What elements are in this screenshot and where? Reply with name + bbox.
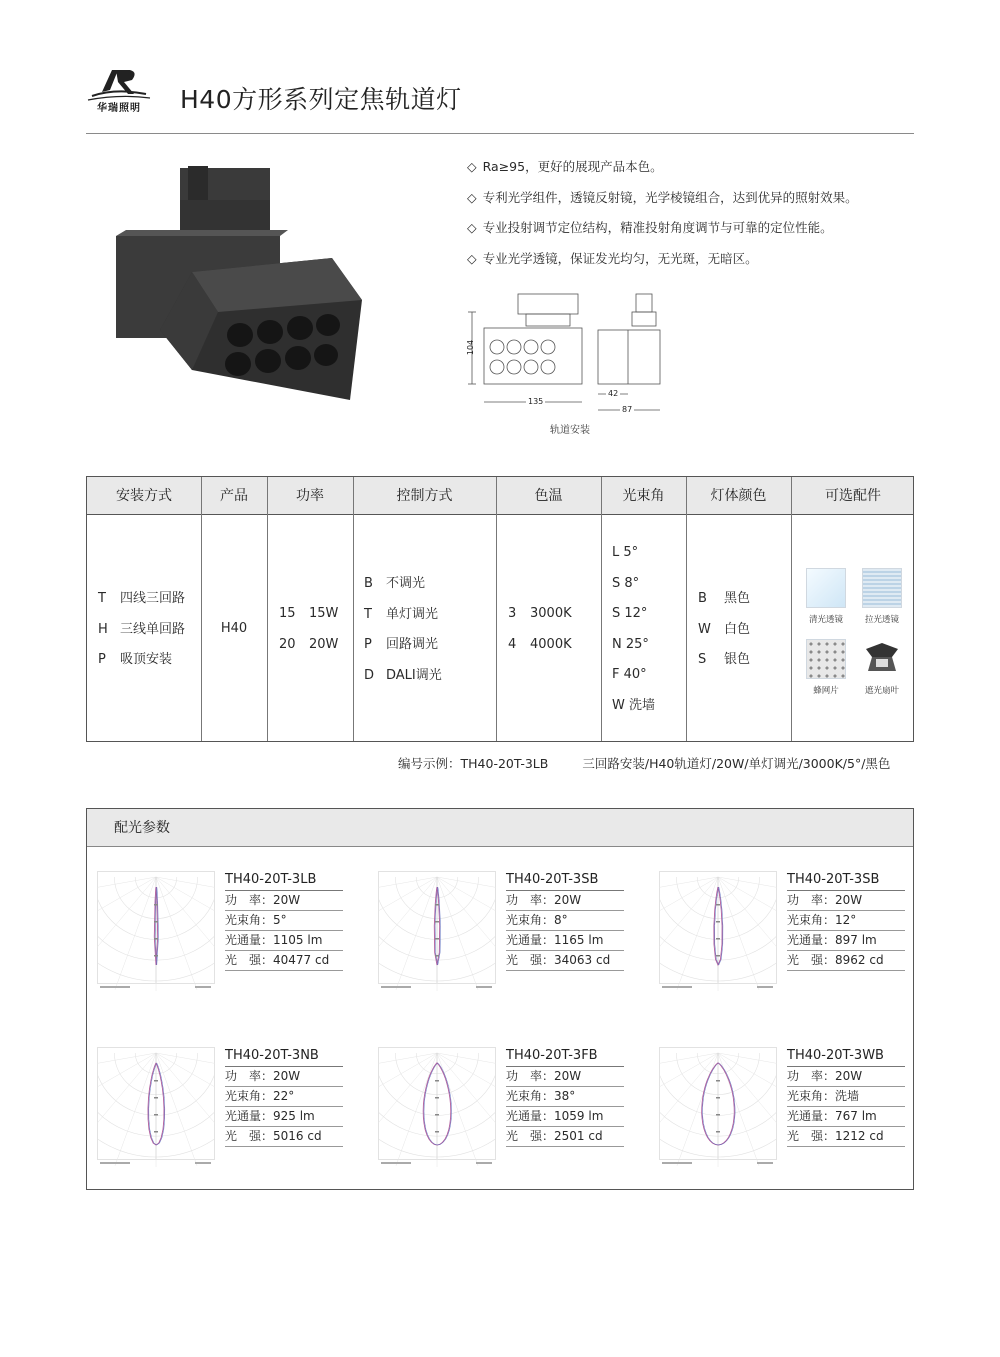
th-power: 功率 — [296, 488, 324, 504]
th-accessories: 可选配件 — [825, 488, 881, 504]
card-flux: 光通量：767 lm — [787, 1107, 905, 1127]
card-power: 功 率：20W — [225, 1067, 343, 1087]
beam-option: L 5° — [612, 545, 639, 560]
dim-height: 104 — [466, 339, 476, 356]
th-product: 产品 — [220, 488, 248, 504]
card-model: TH40-20T-3SB — [787, 871, 905, 891]
power-option: 15 15W — [279, 606, 339, 621]
card-intensity: 光 强：8962 cd — [787, 951, 905, 971]
logo-text: 华瑞照明 — [97, 103, 141, 114]
th-control: 控制方式 — [396, 488, 453, 504]
feature-item: ◇ Ra≥95，更好的展现产品本色。 — [467, 159, 663, 174]
install-option: H 三线单回路 — [98, 621, 186, 637]
body-color-option: S 银色 — [698, 652, 751, 667]
cct-options — [508, 599, 572, 660]
card-model: TH40-20T-3FB — [506, 1047, 624, 1067]
beam-option: S 8° — [612, 575, 640, 591]
card-flux: 光通量：925 lm — [225, 1107, 343, 1127]
feature-item: ◇ 专业光学透镜，保证发光均匀，无光斑，无暗区。 — [467, 250, 758, 266]
diamond-icon: ◇ — [467, 159, 477, 174]
diamond-icon: ◇ — [467, 189, 477, 205]
card-intensity: 光 强：1212 cd — [787, 1127, 905, 1147]
body-color-option: B 黑色 — [698, 591, 751, 606]
card-model: TH40-20T-3WB — [787, 1047, 905, 1067]
beam-option: W 洗墙 — [612, 697, 655, 713]
beam-option: F 40° — [612, 667, 647, 682]
control-options — [364, 569, 442, 691]
col-divider — [791, 477, 792, 741]
th-install: 安装方式 — [116, 488, 172, 504]
barn-door-icon — [862, 639, 902, 679]
photometric-header — [87, 809, 913, 847]
power-option: 20 20W — [279, 636, 339, 652]
accessory-label: 清光透镜 — [808, 615, 843, 625]
card-intensity: 光 强：2501 cd — [506, 1127, 624, 1147]
card-flux: 光通量：1105 lm — [225, 931, 343, 951]
col-divider — [201, 477, 202, 741]
accessory-label: 蜂网片 — [813, 686, 839, 696]
photometric-card — [97, 871, 347, 1001]
dim-width: 135 — [528, 397, 544, 406]
install-option: P 吸顶安装 — [98, 652, 173, 667]
dim-depth-1: 42 — [608, 389, 619, 398]
card-power: 功 率：20W — [506, 891, 624, 911]
card-intensity: 光 强：40477 cd — [225, 951, 343, 971]
feature-list — [467, 152, 917, 274]
dimension-drawing — [460, 288, 690, 438]
feature-item: ◇ 专利光学组件，透镜反射镜，光学棱镜组合，达到优异的照射效果。 — [467, 189, 858, 205]
card-power: 功 率：20W — [506, 1067, 624, 1087]
card-intensity: 光 强：5016 cd — [225, 1127, 343, 1147]
photometric-card — [378, 1047, 628, 1177]
diamond-icon: ◇ — [467, 220, 477, 235]
product-image — [100, 160, 380, 415]
col-divider — [601, 477, 602, 741]
photometric-panel — [86, 808, 914, 1190]
photometric-card — [659, 871, 909, 1001]
col-divider — [496, 477, 497, 741]
install-option: T 四线三回路 — [98, 591, 186, 606]
polar-curve-chart — [97, 1047, 215, 1167]
feature-item: ◇ 专业投射调节定位结构，精准投射角度调节与可靠的定位性能。 — [467, 220, 833, 235]
body-color-option: W 白色 — [698, 621, 751, 637]
card-power: 功 率：20W — [787, 1067, 905, 1087]
example-desc: 三回路安装/H40轨道灯/20W/单灯调光/3000K/5°/黑色 — [582, 756, 891, 771]
code-example — [398, 754, 890, 772]
cct-option: 4 4000K — [508, 636, 572, 652]
body-color-options — [698, 584, 750, 676]
card-beam: 光束角：22° — [225, 1087, 343, 1107]
honeycomb-icon — [806, 639, 846, 679]
polar-curve-chart — [659, 871, 777, 991]
card-flux: 光通量：897 lm — [787, 931, 905, 951]
spread-lens-icon — [862, 568, 902, 608]
cct-option: 3 3000K — [508, 606, 572, 621]
card-beam: 光束角：12° — [787, 911, 905, 931]
control-option: B 不调光 — [364, 576, 426, 591]
product-code: H40 — [220, 621, 248, 636]
spec-table — [86, 476, 914, 742]
header-divider — [86, 133, 914, 134]
card-beam: 光束角：5° — [225, 911, 343, 931]
polar-curve-chart — [659, 1047, 777, 1167]
card-beam: 光束角：洗墙 — [787, 1087, 905, 1107]
diamond-icon: ◇ — [467, 250, 477, 266]
beam-options — [612, 538, 655, 721]
th-cct: 色温 — [534, 488, 563, 504]
example-label: 编号示例：TH40-20T-3LB — [398, 756, 549, 771]
card-beam: 光束角：38° — [506, 1087, 624, 1107]
photometric-card — [97, 1047, 347, 1177]
control-option: T 单灯调光 — [364, 606, 439, 622]
th-beam: 光束角 — [622, 488, 665, 504]
col-divider — [686, 477, 687, 741]
beam-option: S 12° — [612, 606, 648, 621]
card-intensity: 光 强：34063 cd — [506, 951, 624, 971]
col-divider — [267, 477, 268, 741]
accessory-label: 拉光透镜 — [864, 615, 899, 625]
power-options — [279, 599, 338, 660]
card-beam: 光束角：8° — [506, 911, 624, 931]
card-power: 功 率：20W — [787, 891, 905, 911]
drawing-caption: 轨道安装 — [550, 425, 590, 436]
polar-curve-chart — [378, 1047, 496, 1167]
clear-lens-icon — [806, 568, 846, 608]
page-title: H40方形系列定焦轨道灯 — [180, 85, 462, 114]
logo-mark-icon — [86, 64, 152, 104]
accessory-label: 遮光扇叶 — [864, 686, 899, 696]
install-options — [98, 584, 185, 676]
dim-depth-2: 87 — [622, 405, 633, 414]
card-power: 功 率：20W — [225, 891, 343, 911]
photometric-title: 配光参数 — [114, 820, 170, 836]
card-model: TH40-20T-3NB — [225, 1047, 343, 1067]
polar-curve-chart — [378, 871, 496, 991]
card-flux: 光通量：1165 lm — [506, 931, 624, 951]
card-model: TH40-20T-3SB — [506, 871, 624, 891]
col-divider — [353, 477, 354, 741]
photometric-card — [659, 1047, 909, 1177]
th-body-color: 灯体颜色 — [710, 488, 767, 504]
photometric-card — [378, 871, 628, 1001]
polar-curve-chart — [97, 871, 215, 991]
card-model: TH40-20T-3LB — [225, 871, 343, 891]
control-option: D DALI调光 — [364, 667, 442, 683]
control-option: P 回路调光 — [364, 637, 439, 652]
card-flux: 光通量：1059 lm — [506, 1107, 624, 1127]
beam-option: N 25° — [612, 636, 649, 652]
